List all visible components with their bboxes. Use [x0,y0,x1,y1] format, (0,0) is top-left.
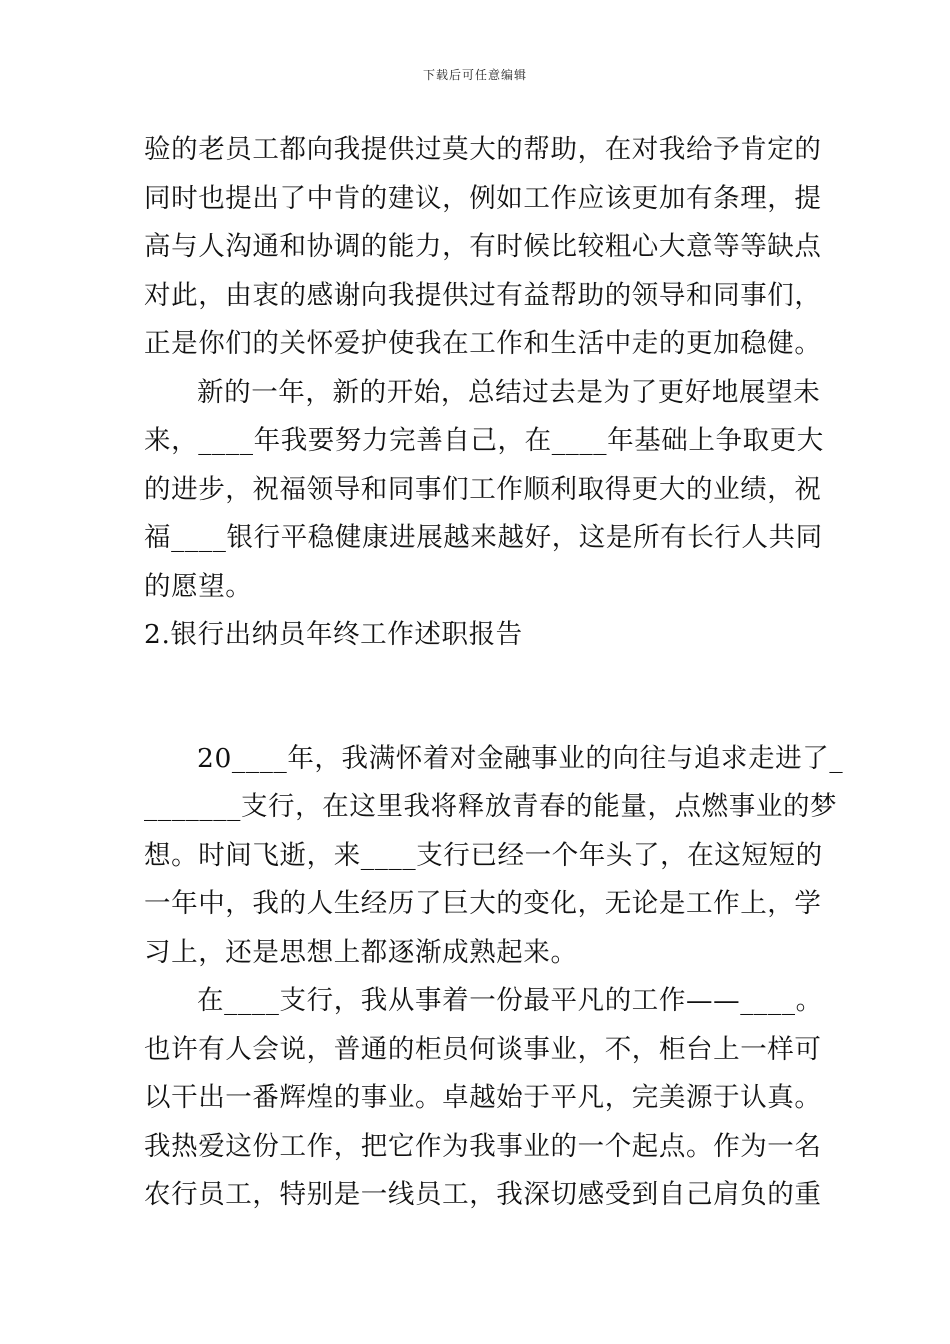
body-line: _______支行，在这里我将释放青春的能量，点燃事业的梦 [144,791,838,822]
body-line: 高与人沟通和协调的能力，有时候比较粗心大意等等缺点 [144,231,822,262]
header-note: 下载后可任意编辑 [422,68,527,82]
body-line: 对此，由衷的感谢向我提供过有益帮助的领导和同事们， [144,279,822,311]
paragraph-start-line: 在____支行，我从事着一份最平凡的工作——____。 [197,985,823,1016]
body-line: 也许有人会说，普通的柜员何谈事业，不，柜台上一样可 [144,1033,822,1065]
body-line: 以干出一番辉煌的事业。卓越始于平凡，完美源于认真。 [144,1082,822,1113]
section-gap [144,660,808,735]
body-line: 福____银行平稳健康进展越来越好，这是所有长行人共同 [144,522,823,553]
body-line: 想。时间飞逝，来____支行已经一个年头了，在这短短的 [144,839,823,871]
body-line: 我热爱这份工作，把它作为我事业的一个起点。作为一名 [144,1130,822,1162]
body-line: 农行员工，特别是一线员工，我深切感受到自己肩负的重 [144,1179,822,1210]
body-line: 一年中，我的人生经历了巨大的变化，无论是工作上，学 [144,888,822,919]
body-line: 同时也提出了中肯的建议，例如工作应该更加有条理，提 [144,182,822,214]
paragraph-start-line: 新的一年，新的开始，总结过去是为了更好地展望未 [197,376,821,408]
document-body [144,126,844,1220]
body-line: 来，____年我要努力完善自己，在____年基础上争取更大 [144,425,824,456]
body-line: 验的老员工都向我提供过莫大的帮助，在对我给予肯定的 [144,134,822,165]
section-heading: 2.银行出纳员年终工作述职报告 [144,619,523,650]
paragraph-start-line: 20____年，我满怀着对金融事业的向往与追求走进了_ [197,742,844,774]
body-line: 的进步，祝福领导和同事们工作顺利取得更大的业绩，祝 [144,473,822,505]
body-line: 习上，还是思想上都逐渐成熟起来。 [144,936,578,968]
body-line: 的愿望。 [144,570,253,602]
body-line: 正是你们的关怀爱护使我在工作和生活中走的更加稳健。 [144,328,822,359]
